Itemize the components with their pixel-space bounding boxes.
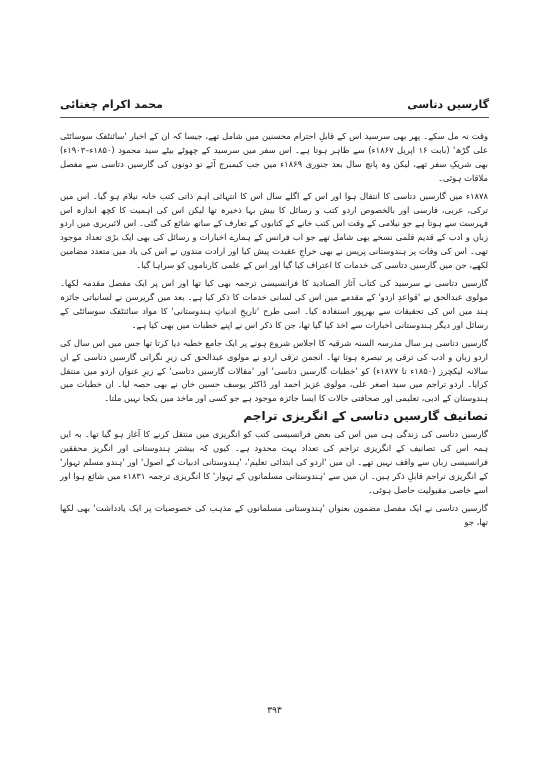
paragraph-2: ۱۸۷۸ء میں گارسیں دتاسی کا انتقال ہوا اور اس کے اگلے سال اس کا انتہائی اہم ذاتی کتب خانہ نیلام ہو گیا۔ اس میں ترکی، عربی، فارسی اور بالخصوص اردو کتب و رسائل کا بیش بہا ذخیرہ تھا لیکن اس کی اہمیت کا کچھ اندازہ اس فہرست سے ہوتا ہے جو نیلامی کے وقت اس کتب خانے کے کتابوں کے تعارف کے ساتھ شائع کی گئی۔ اس لائبریری میں اردو زبان و ادب کے قدیم قلمی نسخے بھی شامل تھے جو اب فرانس کے ہمارے اخبارات و رسائل کی بھی ایک بڑی تعداد موجود تھی۔ اس کی وفات پر ہندوستانی پریس نے بھی خراجِ عقیدت پیش کیا اور ارادت مندوں نے اس کی یاد میں متعدد مضامین لکھے، جن میں گارسیں دتاسی کی خدمات کا اعتراف کیا گیا اور اس کے علمی کارناموں کو سراہا گیا۔ — [60, 190, 488, 271]
main-text — [60, 130, 488, 533]
header-rule — [60, 117, 489, 118]
paragraph-6: گارسیں دتاسی نے ایک مفصل مضمون بعنوان 'ہندوستانی مسلمانوں کے مذہب کی خصوصیات پر ایک یادداشت' بھی لکھا تھا، جو — [60, 502, 488, 527]
paragraph-4: گارسیں دتاسی ہر سال مدرسہ السنہ شرقیہ کا اجلاس شروع ہونے پر ایک جامع خطبہ دیا کرتا تھا جس میں اس سال کی اردو زبان و ادب کی ترقی پر تبصرہ ہوتا تھا۔ انجمن ترقی اردو نے مولوی عبدالحق کی زیرِ نگرانی گارسیں دتاسی کے ان سالانہ لیکچرز (۱۸۵۰ء تا ۱۸۷۷ء) کو 'خطبات گارسیں دتاسی' اور 'مقالات گارسیں دتاسی' کے زیرِ عنوان اردو میں منتقل کرایا۔ اردو تراجم میں سید اصغر علی، مولوی عزیز احمد اور ڈاکٹر یوسف حسین خاں نے بھی حصہ لیا۔ ان خطبات میں ہندوستان کے ادبی، تعلیمی اور صحافتی حالات کا ایسا جائزہ موجود ہے جو کسی اور ماخذ میں یکجا نہیں ملتا۔ — [60, 337, 488, 404]
header-title-right: گارسیں دتاسی — [407, 97, 489, 111]
paragraph-5: گارسیں دتاسی کی زندگی ہی میں اس کی بعض فرانسیسی کتب کو انگریزی میں منتقل کرنے کا آغاز ہو گیا تھا۔ بہ ایں ہمہ اس کی تصانیف کے انگریزی تراجم کی تعداد بہت محدود ہے۔ کیوں کہ بیشتر ہندوستانی اور انگریز محققین فرانسیسی زبان سے واقف نہیں تھے۔ ان میں 'اردو کی ابتدائی تعلیم'، 'ہندوستانی ادبیات کے اصول' اور 'ہندو مسلم تہوار' کے انگریزی تراجم قابلِ ذکر ہیں۔ ان میں سے 'ہندوستانی مسلمانوں کے تہوار' کا انگریزی ترجمہ ۱۸۳۱ء میں شائع ہوا اور اسے خاصی مقبولیت حاصل ہوئی۔ — [60, 429, 489, 495]
section-heading: تصانیف گارسیں دتاسی کے انگریزی تراجم — [243, 409, 488, 424]
paragraph-3: گارسیں دتاسی نے سرسید کی کتاب آثار الصنادید کا فرانسیسی ترجمہ بھی کیا تھا اور اس پر ایک مفصل مقدمہ لکھا۔ مولوی عبدالحق نے 'قواعدِ اردو' کے مقدمے میں اس کی لسانی خدمات کا ذکر کیا ہے۔ بعد میں گریرسن نے لسانیاتی جائزہ ہند میں اس کی تحقیقات سے بھرپور استفادہ کیا۔ اسی طرح 'تاریخِ ادبیاتِ ہندوستانی' کا مواد سائنٹفک سوسائٹی کے رسائل اور دیگر ہندوستانی اخبارات سے اخذ کیا گیا تھا، جن کا ذکر اس نے اپنے خطبات میں بھی کیا ہے۔ — [60, 278, 488, 330]
header-title-left: محمد اکرام چغتائی — [60, 97, 163, 111]
page-number: ۳۹۳ — [267, 706, 282, 716]
paragraph-1: وقت نہ مل سکے۔ پھر بھی سرسید اس کے قابلِ احترام محسنین میں شامل تھے، جیسا کہ ان کے اخبار 'سائنٹفک سوسائٹی علی گڑھ' (بابت ۱۶ اپریل ۱۸۶۷ء) سے ظاہر ہوتا ہے۔ اس سفر میں سرسید کے چھوٹے بیٹے سید محمود (۱۸۵۰ء–۱۹۰۳ء) بھی شریکِ سفر تھے، لیکن وہ پانچ سال بعد جنوری ۱۸۶۹ء میں جب کیمبرج آئے تو دونوں کی گارسیں دتاسی سے مفصل ملاقات ہوئی۔ — [60, 131, 489, 183]
running-header — [60, 94, 489, 114]
